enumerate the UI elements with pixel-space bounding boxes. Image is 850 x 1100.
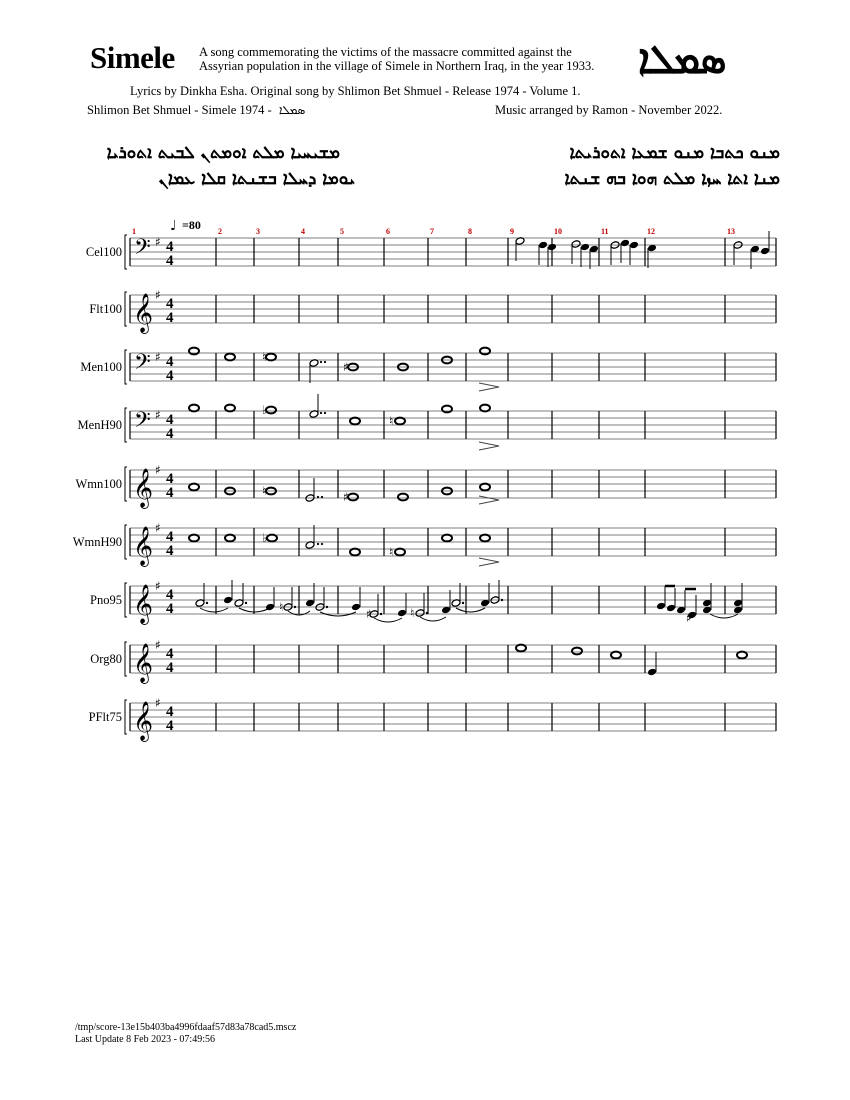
whole-note [480,405,490,412]
whole-note [225,535,235,542]
quarter-note [547,243,557,252]
composer-syriac: ܣܡܠܐ [278,103,306,117]
instrument-label: Pno95 [90,593,122,607]
treble-clef-icon: 𝄞 [133,526,154,566]
time-sig-top: 4 [166,471,174,487]
bass-clef-icon: 𝄢 [134,235,151,265]
lyrics-right-line-1: ܡܢܘ ܟܬܒܐ ܡܢܘ ܫܡܥܐ ܐܬܘܪܝܬܐ [569,143,780,163]
natural-icon: ♮ [262,484,267,498]
file-path: /tmp/score-13e15b403ba4996fdaaf57d83a78cad5.mscz [75,1022,297,1033]
natural-icon: ♮ [389,545,394,559]
lyrics-left-line-2: ܝܘܡܐ ܕܚܠܐ ܒܫܢܬܐ ܩܠܐ ܥܡܐܢ [158,169,355,189]
score-title: Simele [90,40,175,75]
sharp-icon: ♯ [343,490,349,504]
whole-note [480,535,490,542]
staff-bracket [125,583,127,617]
staff-bracket [125,408,127,442]
whole-note [189,484,199,491]
tie [200,608,228,612]
sharp-icon: ♯ [155,696,161,710]
quarter-note [647,668,657,677]
measure-number: 6 [386,227,390,236]
time-sig-bottom: 4 [166,310,174,326]
quarter-note [666,604,676,613]
sharp-icon: ♯ [155,463,161,477]
time-sig-bottom: 4 [166,601,174,617]
natural-icon: ♮ [389,414,394,428]
time-sig-top: 4 [166,239,174,255]
time-sig-top: 4 [166,587,174,603]
natural-icon: ♮ [410,606,415,620]
time-sig-top: 4 [166,529,174,545]
composer-text: Shlimon Bet Shmuel - Simele 1974 - [87,103,272,117]
quarter-note [538,241,548,250]
lyrics-right-line-2: ܡܢܐ ܐܬܐ ܚܙܐ ܡܠܬ ܗܘܐ ܒܗ ܫܢܬܐ [564,169,780,189]
time-sig-bottom: 4 [166,253,174,269]
whole-note [395,549,405,556]
whole-note [267,535,277,542]
whole-note [348,494,358,501]
instrument-label: PFlt75 [88,710,122,724]
tempo-marking: =80 [182,218,201,232]
time-sig-bottom: 4 [166,543,174,559]
instrument-label: MenH90 [77,418,122,432]
bass-clef-icon: 𝄢 [134,408,151,438]
measure-number: 1 [132,227,136,236]
quarter-note [629,241,639,250]
whole-note [266,354,276,361]
decrescendo-hairpin [479,383,499,391]
sharp-icon: ♯ [155,350,161,364]
quarter-note [580,243,590,252]
tie [710,614,738,618]
treble-clef-icon: 𝄞 [133,468,154,508]
staff-bracket [125,700,127,734]
treble-clef-icon: 𝄞 [133,701,154,741]
whole-note [442,535,452,542]
instrument-label: Men100 [80,360,122,374]
flat-icon: ♭ [262,403,268,417]
treble-clef-icon: 𝄞 [133,584,154,624]
quarter-note [223,596,233,605]
sharp-icon: ♯ [686,611,692,625]
tie [456,608,485,612]
measure-number: 3 [256,227,260,236]
staff-bracket [125,642,127,676]
time-sig-top: 4 [166,704,174,720]
decrescendo-hairpin [479,558,499,566]
sharp-icon: ♯ [155,235,161,249]
time-sig-bottom: 4 [166,368,174,384]
time-sig-top: 4 [166,354,174,370]
sharp-icon: ♯ [155,579,161,593]
sharp-icon: ♯ [343,360,349,374]
measure-number: 7 [430,227,434,236]
instrument-label: Cel100 [85,245,122,259]
measure-number: 12 [647,227,655,236]
staff-bracket [125,235,127,269]
instrument-label: WmnH90 [72,535,122,549]
flat-icon: ♭ [262,531,268,545]
whole-note [395,418,405,425]
time-sig-bottom: 4 [166,660,174,676]
quarter-note [656,602,666,611]
tie [374,618,402,622]
whole-note [737,652,747,659]
whole-note [516,645,526,652]
decrescendo-hairpin [479,442,499,450]
measure-number: 4 [301,227,305,236]
staff-bracket [125,525,127,559]
sharp-icon: ♯ [155,408,161,422]
time-sig-top: 4 [166,646,174,662]
arranger-credit: Music arranged by Ramon - November 2022. [495,103,723,117]
whole-note [225,405,235,412]
whole-note [480,484,490,491]
subtitle-line-1: A song commemorating the victims of the massacre committed against the [199,45,572,59]
measure-number: 13 [727,227,735,236]
instrument-label: Flt100 [89,302,122,316]
quarter-note [397,609,407,618]
decrescendo-hairpin [479,496,499,504]
whole-note [189,405,199,412]
time-sig-top: 4 [166,412,174,428]
staff-bracket [125,467,127,501]
measure-number: 9 [510,227,514,236]
time-sig-bottom: 4 [166,718,174,734]
half-note [415,609,425,618]
quarter-note [760,247,770,256]
time-sig-bottom: 4 [166,426,174,442]
bass-clef-icon: 𝄢 [134,350,151,380]
whole-note [225,354,235,361]
measure-number: 10 [554,227,562,236]
whole-note [350,549,360,556]
sharp-icon: ♯ [155,288,161,302]
time-sig-top: 4 [166,296,174,312]
whole-note [189,535,199,542]
syriac-title: ܣܡܠܐ [638,37,727,83]
time-sig-bottom: 4 [166,485,174,501]
measure-number: 8 [468,227,472,236]
treble-clef-icon: 𝄞 [133,643,154,683]
whole-note [572,648,582,655]
whole-note [611,652,621,659]
tie [420,617,446,621]
half-note [571,240,581,249]
instrument-label: Org80 [90,652,122,666]
footer [75,1022,296,1046]
staff-bracket [125,350,127,384]
lyrics-left-line-1: ܡܫܝܚܝܐ ܡܠܬ ܐܘܡܬܢ ܠܒܝܬ ܐܬܘܪܝܐ [106,143,340,163]
lyricist-credit: Lyrics by Dinkha Esha. Original song by Shlimon Bet Shmuel - Release 1974 - Volume 1. [130,84,581,98]
natural-icon: ♮ [262,350,267,364]
staff-bracket [125,292,127,326]
measure-number: 11 [601,227,609,236]
whole-note [398,494,408,501]
subtitle-line-2: Assyrian population in the village of Simele in Northern Iraq, in the year 1933. [199,59,595,73]
natural-icon: ♮ [279,600,284,614]
whole-note [350,418,360,425]
quarter-note [351,603,361,612]
quarter-note-icon: ♩ [170,218,177,234]
measure-number: 5 [340,227,344,236]
treble-clef-icon: 𝄞 [133,293,154,333]
instrument-label: Wmn100 [75,477,122,491]
quarter-note [620,239,630,248]
sharp-icon: ♯ [155,638,161,652]
last-update: Last Update 8 Feb 2023 - 07:49:56 [75,1034,215,1045]
measure-number: 2 [218,227,222,236]
sharp-icon: ♯ [366,607,372,621]
sharp-icon: ♯ [155,521,161,535]
